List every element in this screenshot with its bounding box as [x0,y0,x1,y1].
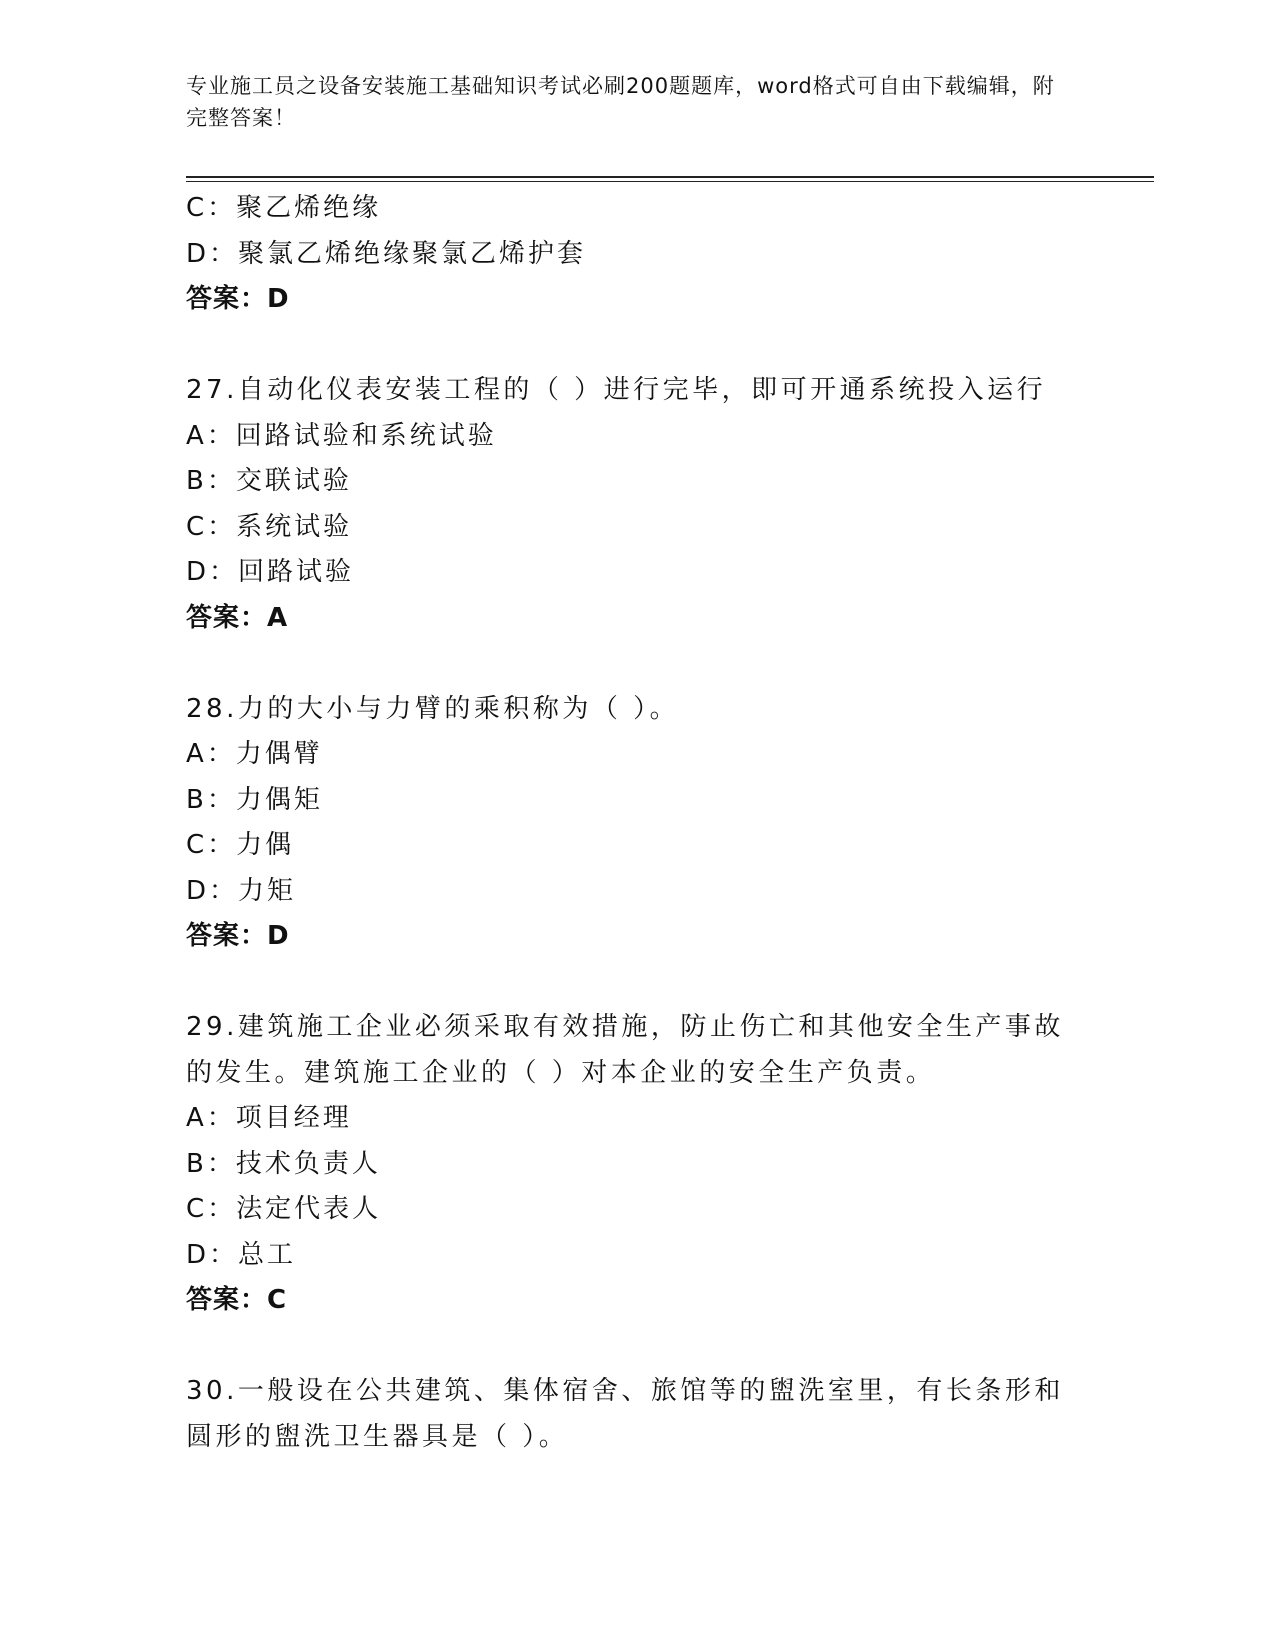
option-c: C：法定代表人 [186,1194,382,1224]
option-c: C：力偶 [186,830,295,860]
answer: 答案：C [186,1285,288,1315]
page-header: 专业施工员之设备安装施工基础知识考试必刷200题题库，word格式可自由下载编辑，附完整答案！ [186,74,1055,130]
option-d: D：总工 [186,1239,297,1270]
header-divider-thin [186,181,1154,182]
option-c: C：系统试验 [186,511,353,542]
option-b: B：交联试验 [186,466,352,496]
option-a: A：回路试验和系统试验 [186,420,497,451]
option-d: D：力矩 [186,875,297,906]
option-a: A：项目经理 [186,1103,352,1133]
question-28 [186,687,1086,960]
question-29 [186,1005,1086,1324]
option-b: B：力偶矩 [186,784,323,815]
question-text: 30.一般设在公共建筑、集体宿舍、旅馆等的盥洗室里，有长条形和圆形的盥洗卫生器具是（ ）。 [186,1376,1064,1452]
answer: 答案：A [186,602,289,633]
question-text: 27.自动化仪表安装工程的（ ）进行完毕，即可开通系统投入运行 [186,375,1047,405]
option-b: B：技术负责人 [186,1148,381,1179]
option-d: D：聚氯乙烯绝缘聚氯乙烯护套 [186,238,587,269]
answer: 答案：D [186,921,290,951]
question-30 [186,1369,1086,1460]
question-text: 29.建筑施工企业必须采取有效措施，防止伤亡和其他安全生产事故的发生。建筑施工企业的（ ）对本企业的安全生产负责。 [186,1012,1064,1088]
answer: 答案：D [186,284,290,314]
question-27 [186,368,1086,641]
option-d: D：回路试验 [186,557,355,587]
question-26-partial [186,186,1086,323]
option-a: A：力偶臂 [186,739,323,769]
option-c: C：聚乙烯绝缘 [186,193,382,223]
question-text: 28.力的大小与力臂的乘积称为（ ）。 [186,693,680,724]
header-divider-thick [186,176,1154,178]
question-list [186,186,1086,1460]
